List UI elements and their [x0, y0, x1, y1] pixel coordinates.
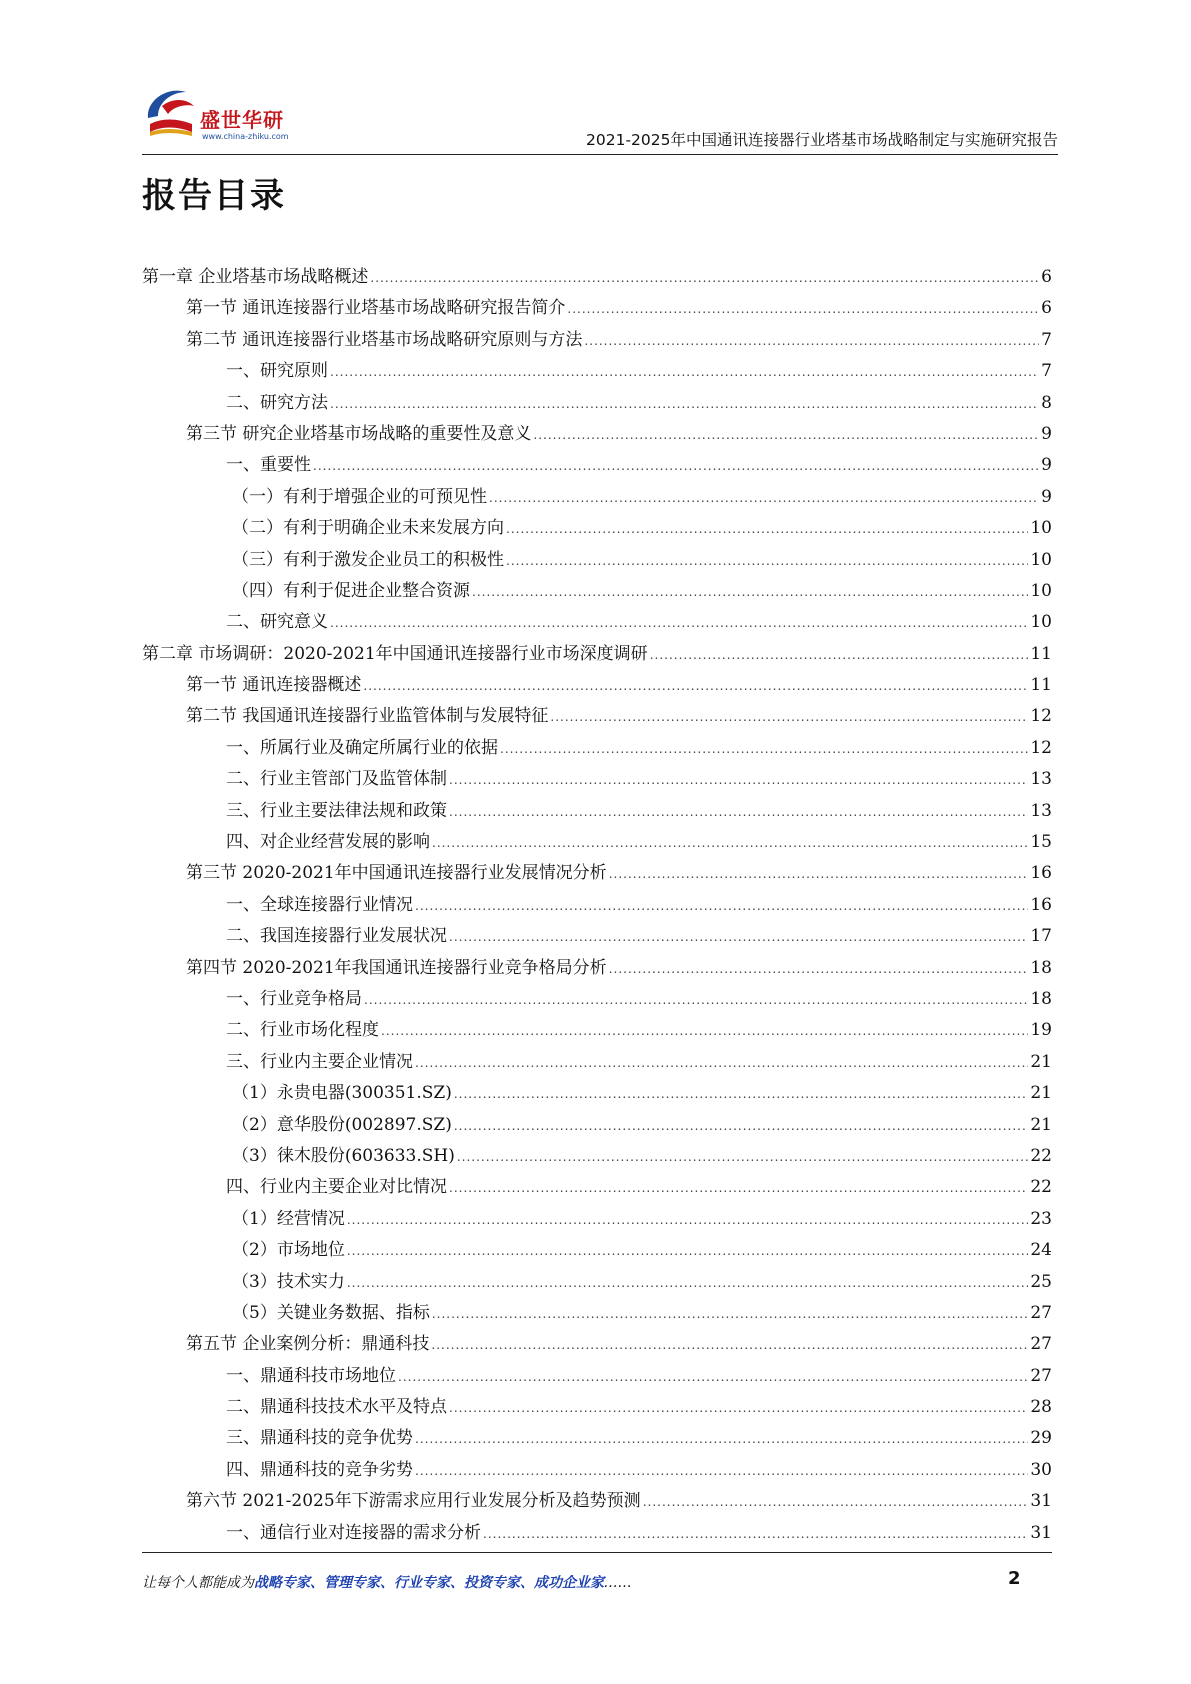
toc-entry-page: 27 — [1030, 1302, 1052, 1323]
toc-entry-title: 一、通信行业对连接器的需求分析 — [226, 1522, 481, 1543]
toc-entry-title: 第一节 通讯连接器概述 — [186, 675, 362, 696]
toc-entry-title: 二、研究方法 — [226, 392, 328, 413]
toc-entry-page: 10 — [1030, 612, 1052, 633]
logo-emblem-icon — [142, 84, 202, 144]
toc-entry[interactable] — [142, 1518, 1052, 1549]
toc-entry-title: 四、对企业经营发展的影响 — [226, 832, 430, 853]
toc-leader-dots — [398, 1367, 1028, 1387]
toc-entry-page: 21 — [1030, 1051, 1052, 1072]
toc-leader-dots — [550, 707, 1028, 727]
toc-leader-dots — [506, 519, 1028, 539]
toc-entry-page: 6 — [1041, 267, 1052, 287]
toc-leader-dots — [454, 1116, 1029, 1136]
toc-entry[interactable] — [142, 1329, 1052, 1360]
toc-leader-dots — [483, 1524, 1028, 1544]
toc-entry[interactable] — [142, 1078, 1052, 1109]
toc-entry-page: 17 — [1030, 926, 1052, 947]
toc-leader-dots — [449, 770, 1028, 790]
toc-entry-title: 二、行业市场化程度 — [226, 1020, 379, 1041]
toc-entry-page: 21 — [1030, 1083, 1052, 1104]
toc-entry-page: 7 — [1041, 329, 1052, 350]
toc-entry-title: 第二章 市场调研：2020-2021年中国通讯连接器行业市场深度调研 — [142, 643, 648, 664]
toc-entry[interactable] — [142, 1235, 1052, 1266]
toc-entry-page: 21 — [1030, 1114, 1052, 1135]
toc-entry-page: 10 — [1030, 580, 1052, 601]
logo-url: www.china-zhiku.com — [202, 132, 289, 141]
toc-entry-title: （3）徕木股份(603633.SH) — [232, 1145, 455, 1166]
toc-entry-page: 18 — [1030, 988, 1052, 1009]
toc-entry[interactable] — [142, 858, 1052, 889]
toc-entry[interactable] — [142, 1423, 1052, 1454]
toc-entry-page: 11 — [1030, 643, 1052, 664]
toc-entry-page: 27 — [1030, 1334, 1052, 1355]
toc-leader-dots — [449, 1178, 1028, 1198]
toc-entry-page: 22 — [1030, 1177, 1052, 1198]
toc-leader-dots — [330, 394, 1039, 414]
toc-entry-title: （四）有利于促进企业整合资源 — [232, 580, 470, 601]
toc-leader-dots — [415, 1053, 1028, 1073]
toc-entry-title: 一、全球连接器行业情况 — [226, 894, 413, 915]
toc-leader-dots — [489, 488, 1039, 508]
toc-entry-page: 29 — [1030, 1428, 1052, 1449]
toc-entry-title: （二）有利于明确企业未来发展方向 — [232, 518, 504, 539]
toc-entry[interactable] — [142, 921, 1052, 952]
toc-entry-page: 27 — [1030, 1365, 1052, 1386]
toc-entry-title: （3）技术实力 — [232, 1271, 345, 1292]
toc-entry[interactable] — [142, 607, 1052, 638]
toc-entry-title: （2）市场地位 — [232, 1240, 345, 1261]
toc-entry-page: 12 — [1030, 706, 1052, 727]
toc-entry-page: 8 — [1041, 392, 1052, 413]
toc-entry[interactable] — [142, 639, 1052, 670]
toc-entry-title: （三）有利于激发企业员工的积极性 — [232, 549, 504, 570]
toc-leader-dots — [457, 1147, 1029, 1167]
toc-leader-dots — [643, 1492, 1029, 1512]
toc-leader-dots — [500, 739, 1028, 759]
toc-entry-title: 第二节 通讯连接器行业塔基市场战略研究原则与方法 — [186, 329, 583, 350]
toc-entry-page: 13 — [1030, 769, 1052, 790]
toc-entry-title: 第五节 企业案例分析：鼎通科技 — [186, 1334, 430, 1355]
toc-entry-title: 二、研究意义 — [226, 612, 328, 633]
toc-leader-dots — [584, 331, 1039, 351]
toc-entry[interactable] — [142, 356, 1052, 387]
toc-entry-page: 31 — [1030, 1491, 1052, 1512]
toc-leader-dots — [567, 299, 1039, 319]
toc-leader-dots — [449, 1398, 1028, 1418]
toc-leader-dots — [449, 802, 1028, 822]
toc-entry-page: 15 — [1030, 832, 1052, 853]
toc-entry-title: （2）意华股份(002897.SZ) — [232, 1114, 452, 1135]
toc-entry-page: 11 — [1030, 675, 1052, 696]
toc-entry[interactable] — [142, 1047, 1052, 1078]
toc-entry-page: 23 — [1030, 1208, 1052, 1229]
toc-entry[interactable] — [142, 388, 1052, 419]
toc-entry[interactable] — [142, 1486, 1052, 1517]
toc-entry-page: 19 — [1030, 1020, 1052, 1041]
toc-entry[interactable] — [142, 450, 1052, 481]
toc-entry-page: 12 — [1030, 737, 1052, 758]
toc-leader-dots — [506, 551, 1028, 571]
toc-leader-dots — [330, 362, 1039, 382]
toc-entry[interactable] — [142, 764, 1052, 795]
toc-entry-page: 9 — [1041, 486, 1052, 507]
toc-entry[interactable] — [142, 1172, 1052, 1203]
toc-entry-page: 24 — [1030, 1240, 1052, 1261]
toc-leader-dots — [533, 425, 1039, 445]
toc-leader-dots — [609, 864, 1029, 884]
toc-entry-title: 一、鼎通科技市场地位 — [226, 1365, 396, 1386]
toc-leader-dots — [431, 1335, 1028, 1355]
toc-entry[interactable] — [142, 733, 1052, 764]
toc-entry-page: 16 — [1030, 863, 1052, 884]
toc-leader-dots — [364, 990, 1028, 1010]
toc-leader-dots — [449, 927, 1028, 947]
toc-entry-title: 一、研究原则 — [226, 361, 328, 382]
toc-entry[interactable] — [142, 984, 1052, 1015]
toc-entry[interactable] — [142, 419, 1052, 450]
toc-entry[interactable] — [142, 796, 1052, 827]
toc-entry[interactable] — [142, 576, 1052, 607]
toc-entry[interactable] — [142, 1204, 1052, 1235]
footer-slogan-suffix: …… — [604, 1575, 632, 1591]
toc-leader-dots — [650, 645, 1029, 665]
toc-leader-dots — [313, 456, 1039, 476]
toc-entry[interactable] — [142, 1267, 1052, 1298]
toc-entry[interactable] — [142, 827, 1052, 858]
toc-entry-page: 9 — [1041, 423, 1052, 444]
toc-leader-dots — [609, 959, 1029, 979]
page-number: 2 — [1008, 1568, 1021, 1589]
toc-leader-dots — [454, 1084, 1029, 1104]
toc-entry[interactable] — [142, 670, 1052, 701]
toc-entry-title: 三、行业主要法律法规和政策 — [226, 800, 447, 821]
toc-entry-title: 二、鼎通科技技术水平及特点 — [226, 1397, 447, 1418]
toc-entry-page: 22 — [1030, 1145, 1052, 1166]
toc-leader-dots — [472, 582, 1028, 602]
toc-leader-dots — [370, 268, 1039, 288]
logo-name: 盛世华研 — [200, 108, 284, 132]
footer-divider — [142, 1552, 1052, 1553]
toc-entry-title: 一、重要性 — [226, 455, 311, 476]
toc-entry-title: 一、所属行业及确定所属行业的依据 — [226, 737, 498, 758]
footer-slogan-prefix: 让每个人都能成为 — [142, 1575, 254, 1591]
toc-entry-title: 一、行业竞争格局 — [226, 988, 362, 1009]
footer-slogan — [142, 1572, 632, 1592]
toc-entry-page: 28 — [1030, 1397, 1052, 1418]
toc-entry-page: 7 — [1041, 361, 1052, 382]
table-of-contents — [142, 262, 1052, 1549]
toc-entry[interactable] — [142, 1110, 1052, 1141]
toc-entry[interactable] — [142, 890, 1052, 921]
toc-entry-title: 四、行业内主要企业对比情况 — [226, 1177, 447, 1198]
toc-leader-dots — [432, 1304, 1029, 1324]
toc-entry-page: 9 — [1041, 455, 1052, 476]
toc-entry-title: （一）有利于增强企业的可预见性 — [232, 486, 487, 507]
toc-entry[interactable] — [142, 1298, 1052, 1329]
toc-leader-dots — [415, 896, 1028, 916]
toc-entry-page: 16 — [1030, 894, 1052, 915]
toc-entry-page: 25 — [1030, 1271, 1052, 1292]
toc-entry-title: 二、行业主管部门及监管体制 — [226, 769, 447, 790]
toc-leader-dots — [347, 1273, 1029, 1293]
toc-entry-page: 18 — [1030, 957, 1052, 978]
toc-entry[interactable] — [142, 1015, 1052, 1046]
toc-entry-title: （1）经营情况 — [232, 1208, 345, 1229]
report-title: 2021-2025年中国通讯连接器行业塔基市场战略制定与实施研究报告 — [586, 131, 1058, 149]
toc-entry[interactable] — [142, 1455, 1052, 1486]
toc-entry-page: 6 — [1041, 298, 1052, 319]
toc-entry-title: 第二节 我国通讯连接器行业监管体制与发展特征 — [186, 706, 549, 727]
toc-leader-dots — [363, 676, 1028, 696]
toc-entry-title: 第三节 2020-2021年中国通讯连接器行业发展情况分析 — [186, 863, 607, 884]
toc-entry-page: 10 — [1030, 549, 1052, 570]
toc-entry-page: 31 — [1030, 1522, 1052, 1543]
toc-entry[interactable] — [142, 701, 1052, 732]
toc-entry[interactable] — [142, 293, 1052, 324]
company-logo — [142, 80, 317, 150]
toc-leader-dots — [415, 1461, 1028, 1481]
toc-leader-dots — [415, 1429, 1028, 1449]
toc-entry-page: 13 — [1030, 800, 1052, 821]
toc-entry-title: （5）关键业务数据、指标 — [232, 1302, 430, 1323]
toc-entry[interactable] — [142, 262, 1052, 293]
toc-leader-dots — [432, 833, 1028, 853]
toc-entry-page: 10 — [1030, 518, 1052, 539]
toc-entry[interactable] — [142, 1361, 1052, 1392]
toc-entry-page: 30 — [1030, 1459, 1052, 1480]
toc-leader-dots — [347, 1210, 1029, 1230]
toc-entry-title: 三、鼎通科技的竞争优势 — [226, 1428, 413, 1449]
page-header — [142, 80, 1058, 156]
toc-entry-title: 二、我国连接器行业发展状况 — [226, 926, 447, 947]
toc-entry[interactable] — [142, 1392, 1052, 1423]
toc-entry-title: 第六节 2021-2025年下游需求应用行业发展分析及趋势预测 — [186, 1491, 641, 1512]
toc-entry[interactable] — [142, 513, 1052, 544]
toc-leader-dots — [381, 1021, 1028, 1041]
toc-entry-title: 第一节 通讯连接器行业塔基市场战略研究报告简介 — [186, 298, 566, 319]
toc-entry[interactable] — [142, 953, 1052, 984]
toc-entry[interactable] — [142, 325, 1052, 356]
toc-entry[interactable] — [142, 482, 1052, 513]
toc-entry[interactable] — [142, 1141, 1052, 1172]
header-divider — [142, 154, 1058, 155]
toc-leader-dots — [347, 1241, 1029, 1261]
toc-leader-dots — [330, 613, 1028, 633]
toc-entry-title: 第四节 2020-2021年我国通讯连接器行业竞争格局分析 — [186, 957, 607, 978]
toc-entry-title: 第三节 研究企业塔基市场战略的重要性及意义 — [186, 423, 532, 444]
toc-entry-title: 三、行业内主要企业情况 — [226, 1051, 413, 1072]
toc-entry-title: 第一章 企业塔基市场战略概述 — [142, 267, 369, 287]
page-title: 报告目录 — [142, 176, 286, 216]
toc-entry[interactable] — [142, 545, 1052, 576]
toc-entry-title: 四、鼎通科技的竞争劣势 — [226, 1459, 413, 1480]
footer-slogan-highlight: 战略专家、管理专家、行业专家、投资专家、成功企业家 — [254, 1575, 604, 1591]
toc-entry-title: （1）永贵电器(300351.SZ) — [232, 1083, 452, 1104]
